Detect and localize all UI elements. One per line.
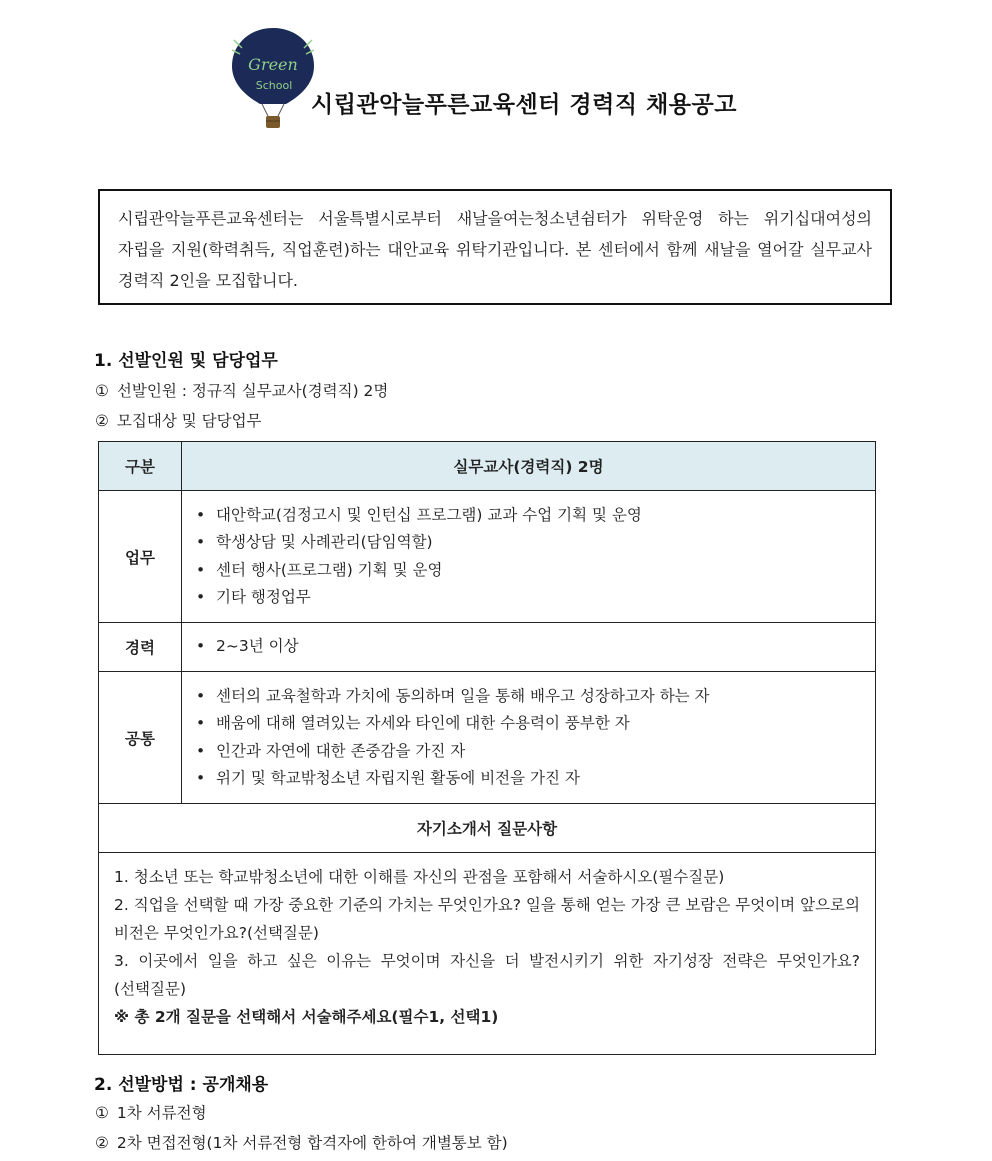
row-label: 업무 [99, 491, 182, 623]
list-item: • 기타 행정업무 [196, 584, 874, 612]
recruitment-table [98, 441, 876, 1055]
duty-list [183, 502, 874, 612]
item-number: ② [95, 1134, 109, 1152]
list-item: • 배움에 대해 열려있는 자세와 타인에 대한 수용력이 풍부한 자 [196, 710, 874, 738]
questions-body [99, 853, 876, 1055]
section2-item-1 [95, 1101, 207, 1123]
list-item: • 센터의 교육철학과 가치에 동의하며 일을 통해 배우고 성장하고자 하는 자 [196, 683, 874, 711]
list-item: • 학생상담 및 사례관리(담임역할) [196, 529, 874, 557]
list-item: • 위기 및 학교밖청소년 자립지원 활동에 비전을 가진 자 [196, 765, 874, 793]
table-row-career [99, 623, 876, 672]
table-header-row [99, 442, 876, 491]
table-row-common [99, 672, 876, 804]
row-content [182, 623, 876, 672]
item-text: 모집대상 및 담당업무 [116, 412, 262, 430]
item-text: 2차 면접전형(1차 서류전형 합격자에 한하여 개별통보 함) [116, 1134, 508, 1152]
career-list [183, 633, 874, 661]
row-content [182, 491, 876, 623]
section2-heading: 2. 선발방법 : 공개채용 [94, 1075, 269, 1095]
row-label: 공통 [99, 672, 182, 804]
item-text: 선발인원 : 정규직 실무교사(경력직) 2명 [116, 382, 389, 400]
list-item: • 대안학교(검정고시 및 인턴십 프로그램) 교과 수업 기획 및 운영 [196, 502, 874, 530]
questions-note: ※ 총 2개 질문을 선택해서 서술해주세요(필수1, 선택1) [114, 1008, 499, 1026]
question-1: 1. 청소년 또는 학교밖청소년에 대한 이해를 자신의 관점을 포함해서 서술하시오(필수질문) [114, 868, 725, 886]
logo-text-school: School [255, 79, 293, 92]
row-content [182, 672, 876, 804]
section1-item-2 [95, 409, 262, 431]
section1-item-1 [95, 379, 388, 401]
list-item: • 센터 행사(프로그램) 기획 및 운영 [196, 557, 874, 585]
document-title: 시립관악늘푸른교육센터 경력직 채용공고 [311, 92, 737, 118]
item-number: ① [95, 1104, 109, 1122]
header-label: 구분 [99, 442, 182, 491]
row-label: 경력 [99, 623, 182, 672]
question-2: 2. 직업을 선택할 때 가장 중요한 기준의 가치는 무엇인가요? 일을 통해 얻는 가장 큰 보람은 무엇이며 앞으로의 비전은 무엇인가요?(선택질문) [114, 896, 860, 942]
header-value: 실무교사(경력직) 2명 [182, 442, 876, 491]
item-number: ① [95, 382, 109, 400]
questions-heading-row [99, 804, 876, 853]
table-row-duties [99, 491, 876, 623]
section1-heading: 1. 선발인원 및 담당업무 [94, 351, 278, 371]
logo-text-green: Green [248, 55, 298, 74]
intro-box: 시립관악늘푸른교육센터는 서울특별시로부터 새날을여는청소년쉼터가 위탁운영 하는 위기십대여성의 자립을 지원(학력취득, 직업훈련)하는 대안교육 위탁기관입니다. 본 센터에서 함께 새날을 열어갈 실무교사 경력직 2인을 모집합니다. [98, 189, 892, 305]
list-item: • 인간과 자연에 대한 존중감을 가진 자 [196, 738, 874, 766]
questions-body-row [99, 853, 876, 1055]
item-number: ② [95, 412, 109, 430]
question-3: 3. 이곳에서 일을 하고 싶은 이유는 무엇이며 자신을 더 발전시키기 위한 자기성장 전략은 무엇인가요?(선택질문) [114, 952, 860, 998]
item-text: 1차 서류전형 [116, 1104, 207, 1122]
green-school-logo [230, 26, 316, 130]
section2-item-2 [95, 1131, 508, 1153]
list-item: • 2~3년 이상 [196, 633, 874, 661]
questions-heading: 자기소개서 질문사항 [99, 804, 876, 853]
common-list [183, 683, 874, 793]
